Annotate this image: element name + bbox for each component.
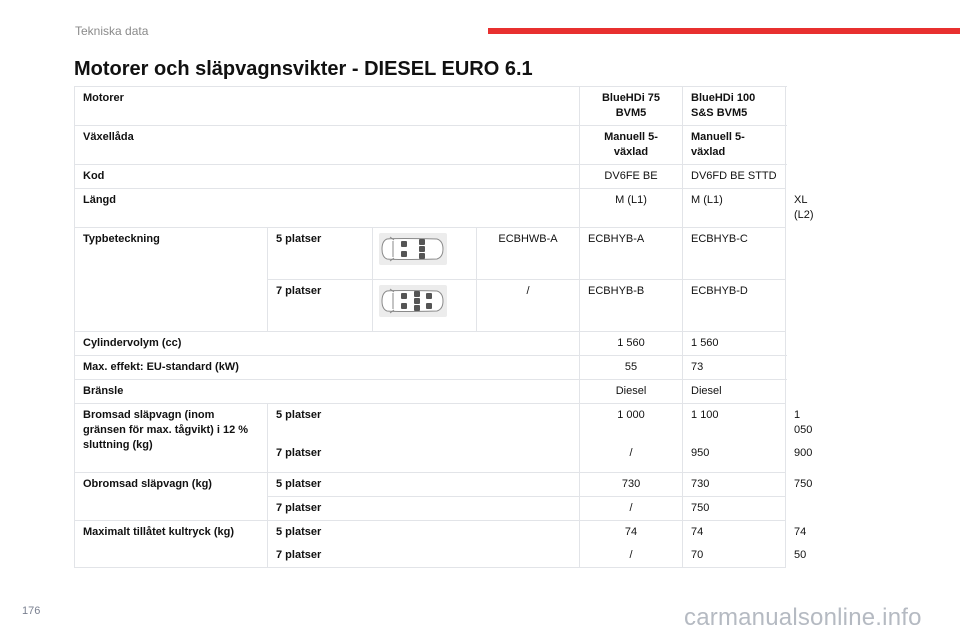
value-cylindervolym-1: 1 560 [580,332,683,356]
value-bransle-2: Diesel [683,380,786,404]
obromsad7-value-2: 750 [683,497,786,521]
label-langd: Längd [75,189,580,228]
value-bransle-1: Diesel [580,380,683,404]
label-bransle: Bränsle [75,380,580,404]
value-motorer-1: BlueHDi 75 BVM5 [580,87,683,126]
label-obromsad: Obromsad släpvagn (kg) [75,473,268,521]
typ-seats-5: 5 platser [268,228,373,280]
bromsad-seats-5: 5 platser [268,404,580,443]
obromsad-seats-7: 7 platser [268,497,580,521]
watermark: carmanualsonline.info [684,604,922,631]
row-motorer [75,87,786,126]
value-kod-2: DV6FD BE STTD [683,165,786,189]
bromsad7-value-1: / [580,442,683,473]
label-kultryck: Maximalt tillåtet kultryck (kg) [75,521,268,568]
value-langd-1: M (L1) [580,189,683,228]
typ7-value-1: / [477,280,580,332]
value-kod-1: DV6FE BE [580,165,683,189]
kultryck-seats-5: 5 platser [268,521,580,545]
value-cylindervolym-2: 1 560 [683,332,786,356]
obromsad-seats-5: 5 platser [268,473,580,497]
value-motorer-2: BlueHDi 100 S&S BVM5 [683,87,786,126]
value-langd-2: M (L1) [683,189,786,228]
car-7-seats-icon [373,280,477,332]
typ-seats-7: 7 platser [268,280,373,332]
typ5-value-2: ECBHYB-A [580,228,683,280]
value-vaxellada-1: Manuell 5-växlad [580,126,683,165]
typ5-value-3: ECBHYB-C [683,228,786,280]
typ5-value-1: ECBHWB-A [477,228,580,280]
page-title: Motorer och släpvagnsvikter - DIESEL EURO 6.1 [74,58,533,80]
typ7-value-3: ECBHYB-D [683,280,786,332]
row-bransle [75,380,786,404]
row-effekt [75,356,786,380]
row-obromsad-5: Obromsad släpvagn (kg) 5 platser 730 730 750 [75,473,786,497]
value-vaxellada-2: Manuell 5-växlad [683,126,786,165]
row-cylindervolym [75,332,786,356]
label-cylindervolym: Cylindervolym (cc) [75,332,580,356]
header-accent-bar [488,28,960,34]
label-vaxellada: Växellåda [75,126,580,165]
bromsad5-value-1: 1 000 [580,404,683,443]
car-5-seats-icon [373,228,477,280]
bromsad-seats-7: 7 platser [268,442,580,473]
kultryck5-value-2: 74 [683,521,786,545]
row-typbeteckning-5 [75,228,786,280]
value-effekt-2: 73 [683,356,786,380]
obromsad5-value-1: 730 [580,473,683,497]
row-kod [75,165,786,189]
obromsad5-value-2: 730 [683,473,786,497]
row-vaxellada [75,126,786,165]
kultryck-seats-7: 7 platser [268,544,580,568]
bromsad7-value-2: 950 [683,442,786,473]
engine-spec-table [74,86,814,568]
kultryck7-value-2: 70 [683,544,786,568]
label-effekt: Max. effekt: EU-standard (kW) [75,356,580,380]
section-label: Tekniska data [75,24,149,38]
label-kod: Kod [75,165,580,189]
obromsad7-value-1: / [580,497,683,521]
kultryck5-value-1: 74 [580,521,683,545]
typ7-value-2: ECBHYB-B [580,280,683,332]
row-kultryck-7: 7 platser / 70 50 [75,544,786,568]
kultryck7-value-1: / [580,544,683,568]
row-langd: Längd M (L1) M (L1) XL (L2) [75,189,786,228]
value-effekt-1: 55 [580,356,683,380]
label-motorer: Motorer [75,87,580,126]
bromsad5-value-2: 1 100 [683,404,786,443]
row-bromsad-5: Bromsad släpvagn (inom gränsen för max. tågvikt) i 12 % sluttning (kg) 5 platser 1 000 1 100 1 050 [75,404,786,443]
label-typbeteckning: Typbeteckning [75,228,268,332]
row-kultryck-5: Maximalt tillåtet kultryck (kg) 5 platser 74 74 74 [75,521,786,545]
page-number: 176 [22,605,41,617]
row-bromsad-7: 7 platser / 950 900 [75,442,786,473]
label-bromsad: Bromsad släpvagn (inom gränsen för max. tågvikt) i 12 % sluttning (kg) [75,404,268,473]
